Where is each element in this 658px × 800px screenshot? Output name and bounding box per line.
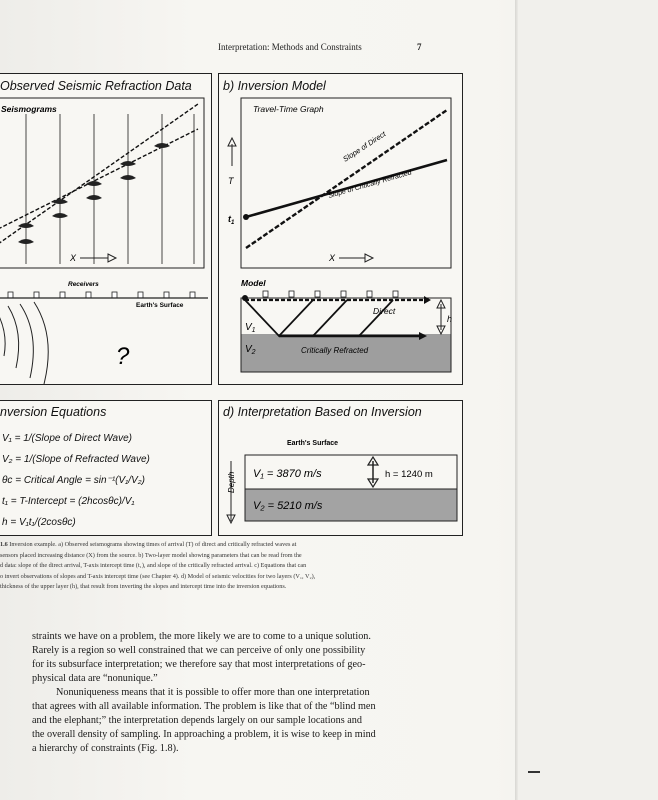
running-title: Interpretation: Methods and Constraints bbox=[218, 42, 362, 52]
wiggle-trace bbox=[120, 175, 136, 180]
equation-critical-angle: θc = Critical Angle = sin⁻¹(V₁/V₂) bbox=[2, 475, 145, 486]
panel-d-title: d) Interpretation Based on Inversion bbox=[223, 405, 422, 419]
panel-b-x-label: X bbox=[329, 253, 336, 263]
direct-label: Direct bbox=[373, 306, 396, 316]
caption-line-3: d data: slope of the direct arrival, T-axis intercept time (t₁), and slope of the critically refracted arrival. c) Equations that can bbox=[0, 562, 307, 569]
figure-caption bbox=[0, 540, 512, 593]
v2-label: $V_2$ bbox=[245, 344, 256, 356]
body-line: that agrees with all available information. The problem is like that of the “blind men bbox=[32, 701, 376, 712]
v1-label: $V_1$ bbox=[245, 322, 256, 334]
facing-page-margin bbox=[518, 0, 658, 800]
receivers-label: Receivers bbox=[68, 281, 99, 288]
wiggle-trace bbox=[18, 223, 34, 228]
panel-inversion-equations bbox=[0, 400, 212, 536]
body-line: the overall density of sampling. In approaching a problem, it is wise to keep in mind bbox=[32, 729, 376, 740]
slope-direct-label: Slope of Direct bbox=[341, 129, 388, 164]
caption-line-5: thickness of the upper layer (h), that result from inverting the slopes and intercept time into the inversion equations. bbox=[0, 583, 287, 590]
body-line: physical data are “nonunique.” bbox=[32, 673, 158, 684]
wiggle-trace bbox=[52, 213, 68, 218]
panel-b-figure bbox=[219, 74, 462, 384]
panel-observed-data bbox=[0, 73, 212, 385]
wiggle-trace bbox=[18, 239, 34, 244]
equation-v1: V₁ = 1/(Slope of Direct Wave) bbox=[2, 433, 132, 444]
h-value: h = 1240 m bbox=[385, 469, 433, 480]
body-line: Nonuniqueness means that it is possible to offer more than one interpretation bbox=[56, 687, 370, 698]
slope-refracted-label: Slope of Critically Refracted bbox=[327, 169, 413, 200]
t-axis-label: T bbox=[228, 176, 234, 186]
h-label: h bbox=[447, 314, 453, 324]
intercept-label: $t_1$ bbox=[228, 214, 235, 226]
unknown-mark: ? bbox=[116, 343, 130, 370]
direct-line bbox=[246, 110, 447, 248]
v1-value: V₁ = 3870 m/s bbox=[253, 468, 322, 480]
body-line: Rarely is a region so well constrained that we can perceive of only one possibility bbox=[32, 645, 366, 656]
panel-b-title: b) Inversion Model bbox=[223, 79, 326, 93]
equation-intercept: t₁ = T-Intercept = (2hcosθc)/V₁ bbox=[2, 496, 135, 507]
caption-label: 1.6 bbox=[0, 541, 8, 548]
panel-a-x-label: X bbox=[70, 253, 77, 263]
caption-line-2: sensors placed increasing distance (X) from the source. b) Two-layer model showing parameters that can be read from the bbox=[0, 551, 302, 559]
equation-v2: V₂ = 1/(Slope of Refracted Wave) bbox=[2, 454, 150, 465]
panel-a-title: Observed Seismic Refraction Data bbox=[0, 79, 192, 93]
panel-d-figure bbox=[219, 401, 462, 535]
page-number: 7 bbox=[417, 42, 422, 52]
body-line: a hierarchy of constraints (Fig. 1.8). bbox=[32, 743, 179, 754]
panel-inversion-model bbox=[218, 73, 463, 385]
panel-interpretation bbox=[218, 400, 463, 536]
caption-line-1: 1.6 Inversion example. a) Observed seismograms showing times of arrival (T) of direct and critically refracted waves at bbox=[0, 541, 297, 548]
refracted-label: Critically Refracted bbox=[301, 346, 369, 355]
depth-label: Depth bbox=[227, 471, 236, 493]
wiggle-trace bbox=[86, 181, 102, 186]
graph-title: Travel-Time Graph bbox=[253, 104, 324, 114]
v2-value: V₂ = 5210 m/s bbox=[253, 500, 323, 512]
panel-c-title: nversion Equations bbox=[0, 405, 107, 419]
model-label: Model bbox=[241, 278, 266, 288]
seismograms-label: Seismograms bbox=[1, 104, 57, 114]
panel-a-figure bbox=[0, 74, 211, 384]
wiggle-trace bbox=[52, 199, 68, 204]
equation-thickness: h = V₁t₁/(2cosθc) bbox=[2, 517, 76, 528]
body-line: and the elephant;” the interpretation depends largely on our sample locations and bbox=[32, 715, 362, 726]
body-line: for its subsurface interpretation; we therefore say that most interpretations of geo- bbox=[32, 659, 366, 670]
caption-line-4: o invert observations of slopes and T-axis intercept time (see Chapter 4). d) Model of seismic velocities for two layers (V₁, V₂), bbox=[0, 572, 316, 580]
body-line: straints we have on a problem, the more likely we are to come to a unique solution. bbox=[32, 631, 371, 642]
surface-label-a: Earth's Surface bbox=[136, 302, 184, 309]
margin-mark bbox=[528, 771, 540, 773]
surface-label-d: Earth's Surface bbox=[287, 440, 339, 447]
wiggle-trace bbox=[86, 195, 102, 200]
